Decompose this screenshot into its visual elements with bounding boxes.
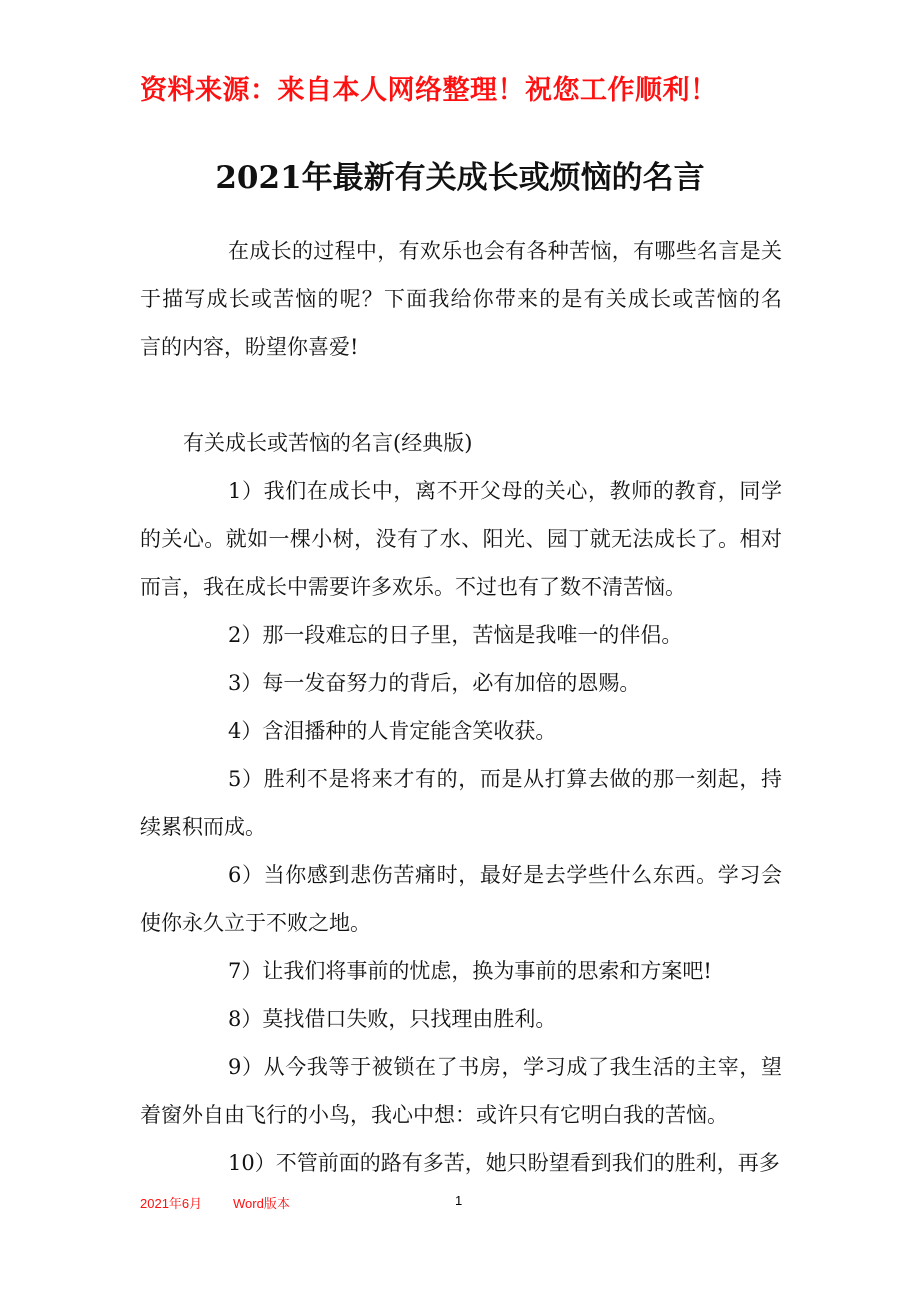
quote-item-line: 3）每一发奋努力的背后，必有加倍的恩赐。 (228, 671, 641, 695)
footer-version: Word版本 (233, 1196, 290, 1211)
document-title: 2021年最新有关成长或烦恼的名言 (215, 160, 705, 196)
intro-line: 言的内容，盼望你喜爱! (140, 335, 359, 359)
quote-item-line: 1）我们在成长中，离不开父母的关心，教师的教育，同学 (228, 479, 782, 503)
quote-item-line: 8）莫找借口失败，只找理由胜利。 (228, 1007, 557, 1031)
footer-date: 2021年6月 (140, 1196, 203, 1211)
quote-item-line: 使你永久立于不败之地。 (140, 911, 371, 935)
section-heading-line: 有关成长或苦恼的名言(经典版) (183, 431, 473, 455)
intro-line: 于描写成长或苦恼的呢？下面我给你带来的是有关成长或苦恼的名 (140, 287, 782, 311)
source-note: 资料来源：来自本人网络整理！祝您工作顺利！ (140, 75, 718, 106)
quote-item-line: 着窗外自由飞行的小鸟，我心中想：或许只有它明白我的苦恼。 (140, 1103, 728, 1127)
quote-item-line: 5）胜利不是将来才有的，而是从打算去做的那一刻起，持 (228, 767, 782, 791)
quote-item-line: 的关心。就如一棵小树，没有了水、阳光、园丁就无法成长了。相对 (140, 527, 782, 551)
quote-item-line: 续累积而成。 (140, 815, 266, 839)
quote-item-line: 4）含泪播种的人肯定能含笑收获。 (228, 719, 557, 743)
quote-item-line: 而言，我在成长中需要许多欢乐。不过也有了数不清苦恼。 (140, 575, 686, 599)
quote-item-line: 6）当你感到悲伤苦痛时，最好是去学些什么东西。学习会 (228, 863, 782, 887)
page-number: 1 (455, 1193, 463, 1208)
quote-item-line: 2）那一段难忘的日子里，苦恼是我唯一的伴侣。 (228, 623, 683, 647)
quote-item-line: 9）从今我等于被锁在了书房，学习成了我生活的主宰，望 (228, 1055, 782, 1079)
quote-item-line: 7）让我们将事前的忧虑，换为事前的思索和方案吧! (228, 959, 712, 983)
quote-item-line: 10）不管前面的路有多苦，她只盼望看到我们的胜利，再多 (228, 1151, 780, 1175)
intro-line: 在成长的过程中，有欢乐也会有各种苦恼，有哪些名言是关 (228, 239, 782, 263)
